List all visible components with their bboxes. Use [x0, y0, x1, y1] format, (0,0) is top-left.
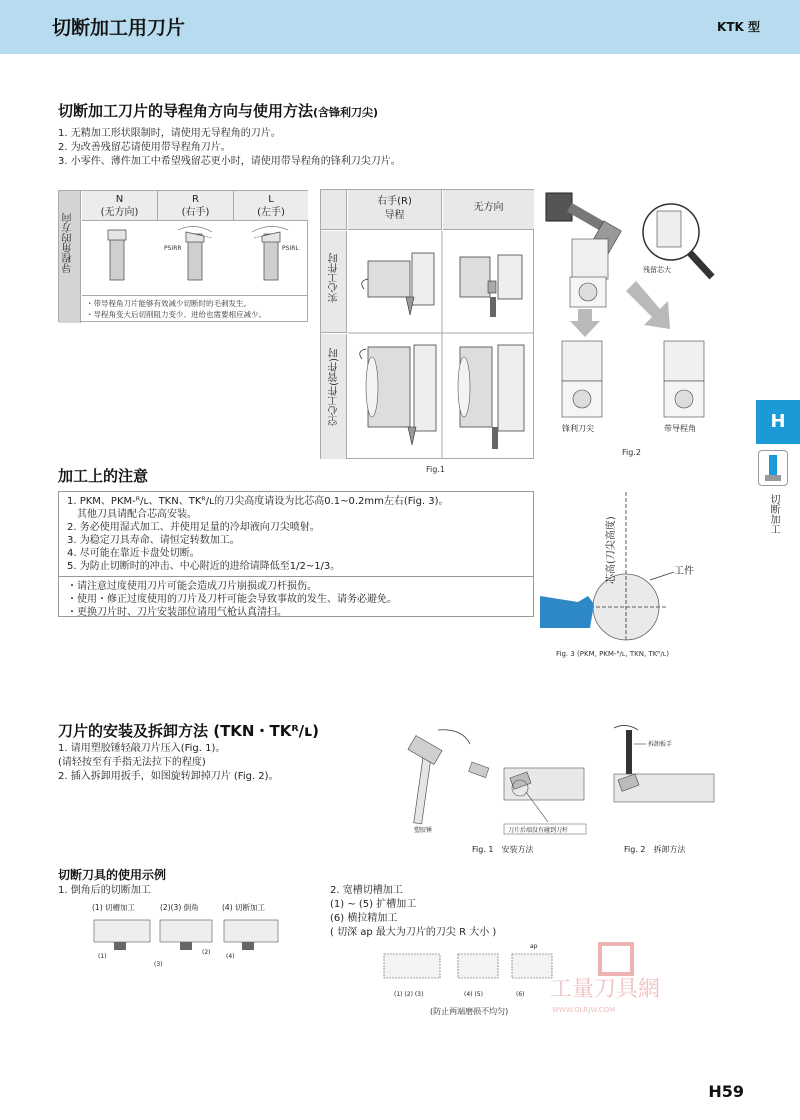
page-header: [0, 0, 800, 54]
install-item: 1. 请用塑胶锤轻敲刀片压入(Fig. 1)。: [58, 743, 226, 754]
remove-caption: Fig. 2 拆卸方法: [624, 845, 686, 854]
col-right-lead-header: 右手(R) 导程: [348, 190, 442, 230]
install-item: (请轻按至有手指无法拉下的程度): [58, 757, 206, 768]
watermark-url: WWW.GLRJW.COM: [552, 1006, 616, 1014]
install-caption: Fig. 1 安装方法: [472, 845, 534, 854]
left-example-title: 1. 倒角后的切断加工: [58, 885, 151, 896]
install-figures: [400, 722, 730, 862]
section4-title: 切断刀具的使用示例: [58, 868, 167, 882]
section1-list: [58, 127, 401, 169]
sharp-tip-label: 锋利刀尖: [562, 424, 594, 433]
groove-group: (1) (2) (3): [394, 991, 424, 998]
fig2-drawing: [540, 185, 730, 465]
step-number: (3): [154, 961, 163, 968]
psirr-label: PSIRR: [164, 245, 182, 252]
note-item: 4. 尽可能在靠近卡盘处切断。: [67, 548, 200, 559]
hollow-right-lead: [360, 345, 436, 445]
section3-title: 刀片的安装及拆卸方法 (TKN・TKᴿ/ʟ): [58, 722, 320, 740]
section-tab-h[interactable]: H: [756, 400, 800, 444]
page-number: H59: [708, 1082, 744, 1101]
fig3-caption: Fig. 3 (PKM, PKM-ᴿ/ʟ, TKN, TKᴿ/ʟ): [556, 650, 669, 658]
section1-item: 1. 无精加工形状限制时，请使用无导程角的刀片。: [58, 128, 281, 139]
note-line: ・带导程角刀片能够有效减少切断时的毛刺发生。: [86, 299, 251, 308]
lead-angle-notes: [82, 295, 308, 322]
example-label: (2)(3) 倒角: [160, 903, 199, 912]
col-n-header: N (无方向): [82, 191, 158, 221]
col-r-header: R (右手): [158, 191, 234, 221]
fig3-vertical-label: 芯高(刀尖高度): [606, 516, 617, 584]
note-item: 其他刀具请配合芯高安装。: [77, 509, 197, 520]
note-item: 5. 为防止切断时的冲击、中心附近的进给请降低至1/2~1/3。: [67, 561, 341, 572]
caution-item: ・更换刀片时、刀片安装部位请用气枪认真清扫。: [67, 607, 287, 618]
watermark-brand: 工量刀具網: [550, 977, 661, 1002]
fig1-caption: Fig.1: [426, 465, 445, 474]
section1-title-small: (含锋利刀尖): [313, 106, 379, 119]
chamfer-examples: [90, 900, 290, 990]
caution-item: ・请注意过度使用刀片可能会造成刀片崩损或刀杆损伤。: [67, 581, 317, 592]
note-line: ・导程角变大后切削阻力变少、进给也需要相应减少。: [86, 310, 266, 319]
cutoff-icon: [758, 450, 788, 486]
page-title: 切断加工用刀片: [52, 17, 186, 39]
psirl-label: PSIRL: [282, 245, 299, 252]
solid-no-direction: [460, 255, 522, 317]
wide-groove-examples: [380, 940, 560, 1010]
insert-r-drawing: [178, 226, 212, 280]
section1-item: 3. 小零件、薄件加工中希望残留芯更小时，请使用带导程角的锋利刀尖刀片。: [58, 156, 401, 167]
solid-right-lead: [362, 253, 434, 315]
wear-note: (防止两端磨损不均匀): [430, 1007, 509, 1016]
install-item: 2. 插入拆卸用扳手，如图旋转卸掉刀片 (Fig. 2)。: [58, 771, 279, 782]
section1-title-text: 切断加工刀片的导程角方向与使用方法: [58, 102, 314, 120]
fig3-drawing: [538, 492, 738, 660]
machining-notes-box: [58, 491, 534, 617]
right-example-list: 2. 宽槽切槽加工 (1) ~ (5) 扩槽加工 (6) 横拉精加工 ( 切深 ap 最大为刀片的刀尖 R 大小 ): [330, 885, 497, 938]
step-number: (1): [98, 953, 107, 960]
section1-item: 2. 为改善残留芯请使用带导程角刀片。: [58, 142, 231, 153]
lead-angle-row-label: 导程角的方向: [59, 191, 81, 323]
step-number: (4): [226, 953, 235, 960]
caution-item: ・使用・修正过度使用的刀片及刀杆可能会导致事故的发生、请务必避免。: [67, 594, 397, 605]
lead-angle-label: 带导程角: [664, 424, 696, 433]
example-label: (4) 切断加工: [222, 903, 266, 912]
insert-n-drawing: [108, 230, 126, 280]
section2-title: 加工上的注意: [58, 467, 149, 485]
lead-angle-table: [58, 190, 308, 322]
step-number: (2): [202, 949, 211, 956]
col-no-direction-header: 无方向: [443, 190, 534, 230]
row-hollow-label: 空心工件(管件)时: [321, 334, 347, 459]
row-solid-label: 实心工件时: [321, 231, 347, 333]
residual-label: 残留芯大: [643, 266, 671, 274]
hollow-no-direction: [458, 345, 524, 449]
table2-corner: [321, 190, 347, 230]
watermark: [548, 940, 698, 1020]
hammer-label: 塑胶锤: [414, 827, 433, 834]
groove-group: (4) (5): [464, 991, 483, 998]
section3-list: [58, 742, 279, 784]
note-item: 3. 为稳定刀具寿命、请恒定转数加工。: [67, 535, 240, 546]
workpiece-label: 工件: [674, 566, 694, 577]
gap-note-label: 刀片后端没有碰到刀杆: [508, 827, 569, 834]
model-label: KTK 型: [717, 20, 760, 34]
insert-l-drawing: [252, 226, 288, 280]
groove-group: (6): [516, 991, 525, 998]
hammer-drawing: [408, 730, 470, 824]
wrench-label: 拆卸扳手: [648, 741, 673, 748]
col-l-header: L (左手): [234, 191, 308, 221]
note-item: 1. PKM、PKM-ᴿ/ʟ、TKN、TKᴿ/ʟ的刀尖高度请设为比芯高0.1~0.2mm左右(Fig. 3)。: [67, 496, 449, 507]
side-tab-label: 切断加工: [768, 494, 779, 534]
note-item: 2. 务必使用湿式加工、并使用足量的冷却液向刀尖喷射。: [67, 522, 320, 533]
section1-title: [58, 100, 378, 121]
ap-label: ap: [530, 943, 538, 950]
insert-drawings: [82, 222, 308, 294]
workpiece-drawings: [348, 231, 534, 459]
wrench-drawing: [614, 725, 646, 776]
workpiece-table: [320, 189, 534, 459]
fig2-caption: Fig.2: [622, 448, 641, 457]
example-label: (1) 切槽加工: [92, 903, 136, 912]
